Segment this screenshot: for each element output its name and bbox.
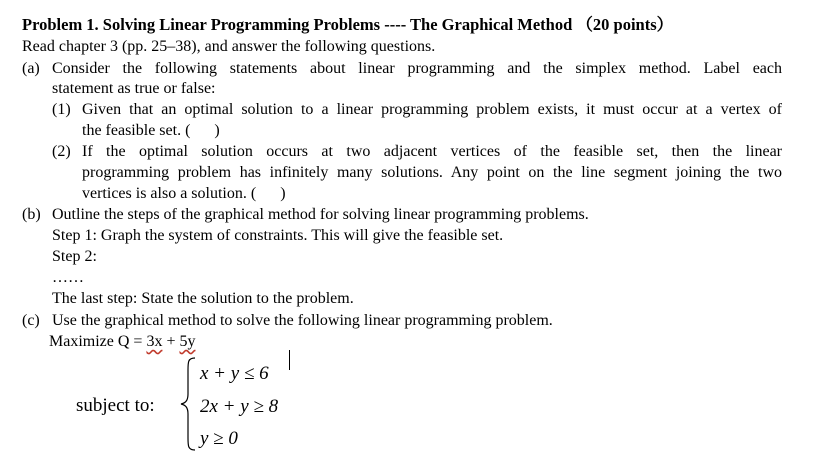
objective-plus: + — [162, 333, 180, 350]
part-a-item2-label: (2) — [52, 143, 71, 160]
part-a-text-line2: statement as true or false: — [52, 80, 216, 97]
objective-term-y: 5y — [179, 333, 196, 350]
objective-prefix: Maximize Q = — [49, 333, 147, 350]
part-a-item2-line2: programming problem has infinitely many solutions. Any point on the line segment joining the two — [82, 164, 782, 181]
part-a-item1-line2-text: the feasible set. — [82, 122, 182, 139]
constraint-3: y ≥ 0 — [200, 428, 238, 449]
problem-title-text: Problem 1. Solving Linear Programming Problems ---- The Graphical Method — [22, 15, 573, 34]
text-cursor — [289, 350, 290, 370]
intro-text: Read chapter 3 (pp. 25–38), and answer the following questions. — [22, 38, 436, 55]
objective-term-x: 3x — [146, 333, 163, 350]
part-a-item1-line2 — [82, 121, 220, 141]
subject-to-label: subject to: — [76, 395, 155, 416]
part-a-item1-answer-blank[interactable]: ( ) — [185, 122, 220, 139]
part-c-label: (c) — [22, 312, 40, 329]
part-b-label: (b) — [22, 206, 41, 223]
part-b-text: Outline the steps of the graphical method for solving linear programming problems. — [52, 206, 589, 223]
constraint-brace-icon — [178, 356, 200, 452]
part-a-item2-line3 — [82, 184, 286, 204]
part-a-item2-line1: If the optimal solution occurs at two adjacent vertices of the feasible set, then the linear — [82, 143, 782, 160]
part-a-text-line1: Consider the following statements about linear programming and the simplex method. Label each — [52, 60, 782, 77]
part-b-ellipsis: …… — [52, 269, 84, 286]
part-a-label: (a) — [22, 60, 40, 77]
part-b-last-step: The last step: State the solution to the problem. — [52, 290, 354, 307]
problem-points: （20 points） — [576, 15, 674, 34]
part-b-step1: Step 1: Graph the system of constraints. This will give the feasible set. — [52, 227, 504, 244]
constraint-1: x + y ≤ 6 — [200, 363, 269, 384]
part-a-item2-answer-blank[interactable]: ( ) — [250, 185, 286, 202]
constraint-2: 2x + y ≥ 8 — [200, 396, 279, 417]
part-a-item1-label: (1) — [52, 101, 71, 118]
objective-function — [49, 332, 195, 352]
part-c-text: Use the graphical method to solve the following linear programming problem. — [52, 312, 553, 329]
part-a-item1-line1: Given that an optimal solution to a linear programming problem exists, it must occur at a vertex of — [82, 101, 782, 118]
part-b-step2: Step 2: — [52, 248, 97, 265]
problem-title — [22, 15, 673, 35]
part-a-item2-line3-text: vertices is also a solution. — [82, 185, 247, 202]
